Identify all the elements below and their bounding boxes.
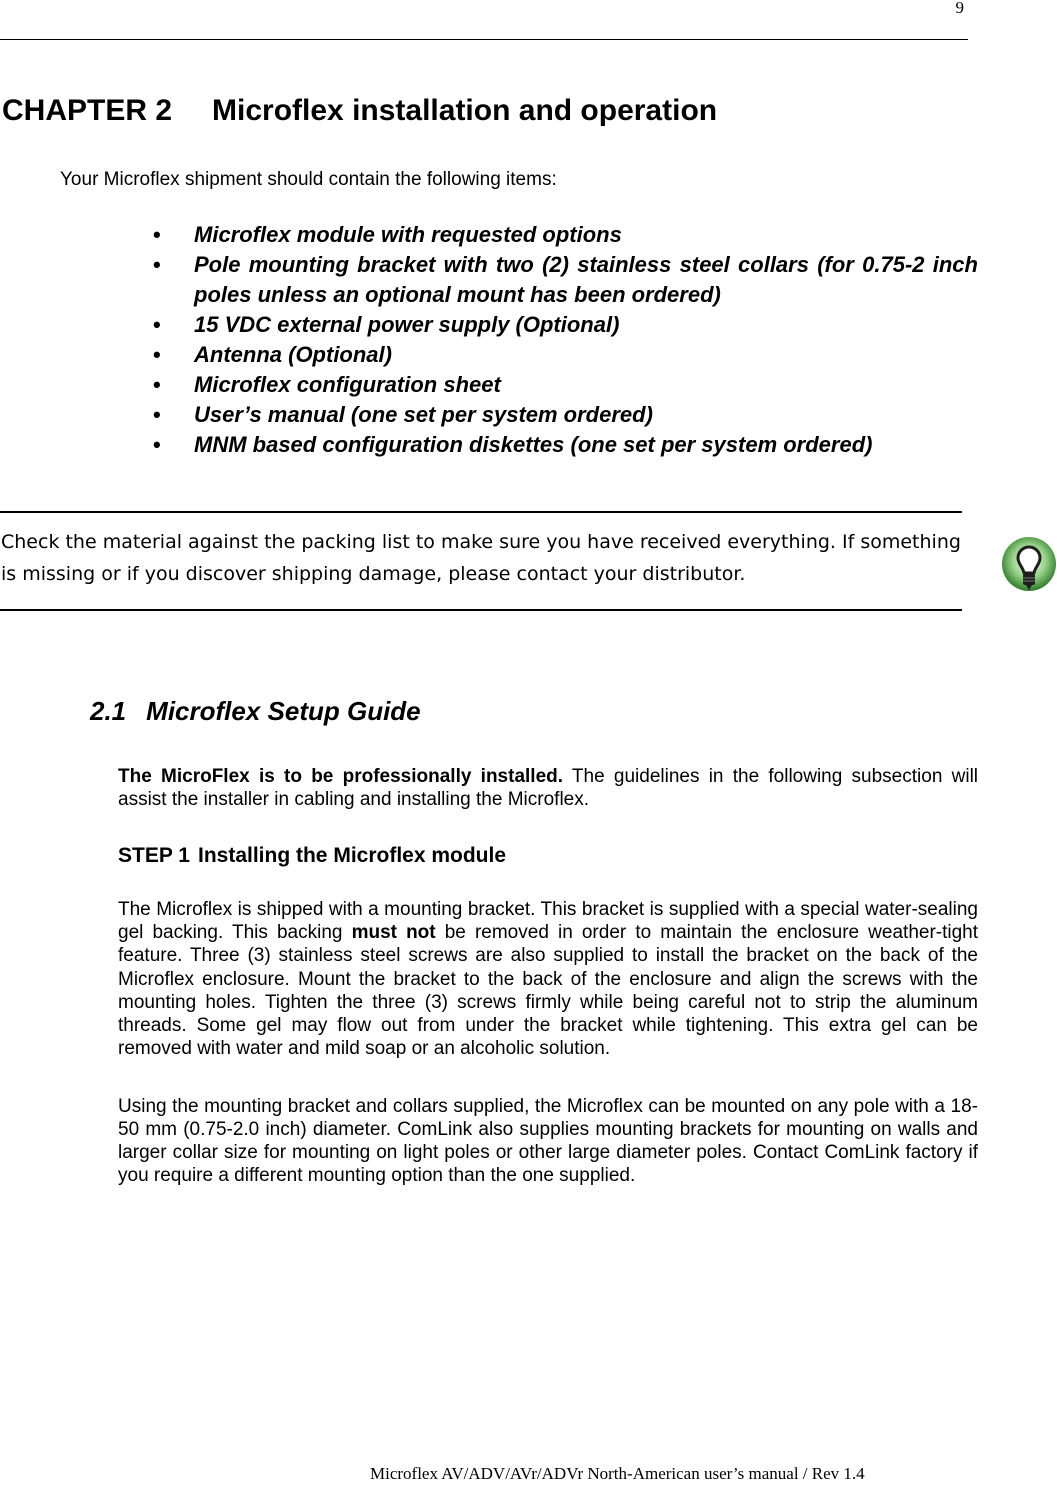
bullet-icon: • [153, 342, 161, 367]
step-paragraph [118, 898, 978, 1060]
note-bottom-rule [0, 609, 962, 611]
item-text: Microflex module with requested options [194, 222, 622, 247]
step-title-text: Installing the Microflex module [197, 844, 507, 867]
item-text: 15 VDC external power supply (Optional) [194, 312, 620, 337]
item-text: Microflex configuration sheet [194, 372, 501, 397]
list-item [150, 400, 978, 430]
setup-intro-rest: The guidelines in the following subsection will assist the installer in cabling and installing the Microflex. [118, 766, 979, 810]
bullet-icon: • [153, 402, 161, 427]
step-title [118, 844, 506, 868]
chapter-title [2, 94, 717, 128]
list-item [150, 310, 978, 340]
mounting-paragraph: Using the mounting bracket and collars supplied, the Microflex can be mounted on any pole with a 18-50 mm (0.75-2.0 inch) diameter. ComLink also supplies mounting brackets for mounting on walls and larger collar size for mounting on light poles or other large diameter poles. Contact ComLink factory if you require a different mounting option than the one supplied. [118, 1096, 978, 1186]
intro-text: Your Microflex shipment should contain the following items: [60, 169, 557, 190]
step-text-a: The Microflex is shipped with a mounting bracket. This bracket is supplied with a special water-sealing gel backing. This backing [118, 899, 978, 944]
bullet-icon: • [153, 252, 161, 277]
step-text-b: be removed in order to maintain the enclosure weather-tight feature. Three (3) stainless steel screws are also supplied to install the bracket on the back of the Microflex enclosure. Mount the bracket to the back of the enclosure and align the screws with the mounting holes. Tighten the three (3) screws firmly while being careful not to strip the aluminum threads. Some gel may flow out from under the bracket while tightening. This extra gel can be removed with water and mild soap or an alcoholic solution. [118, 922, 979, 1060]
note-top-rule [0, 511, 962, 513]
must-not-emphasis: must not [351, 922, 436, 944]
section-number: 2.1 [90, 696, 127, 726]
item-text: User’s manual (one set per system ordered) [194, 402, 653, 427]
chapter-title-text: Microflex installation and operation [212, 94, 718, 127]
item-text: MNM based configuration diskettes (one set per system ordered) [194, 432, 873, 457]
bullet-icon: • [153, 222, 161, 247]
step-number: STEP 1 [118, 844, 190, 867]
list-item [150, 430, 978, 460]
item-text: Pole mounting bracket with two (2) stainless steel collars (for 0.75-2 inch poles unless an optional mount has been ordered) [194, 252, 978, 307]
lightbulb-icon [1001, 534, 1057, 606]
page-number: 9 [955, 0, 964, 17]
chapter-number: CHAPTER 2 [2, 94, 173, 127]
list-item [150, 250, 978, 310]
list-item [150, 370, 978, 400]
footer-text: Microflex AV/ADV/AVr/ADVr North-American user’s manual / Rev 1.4 [370, 1464, 865, 1483]
setup-intro-paragraph [118, 765, 978, 811]
bullet-icon: • [153, 432, 161, 457]
professional-install-emphasis: The MicroFlex is to be professionally installed. [118, 766, 564, 787]
bullet-icon: • [153, 312, 161, 337]
bullet-icon: • [153, 372, 161, 397]
list-item [150, 340, 978, 370]
note-text: Check the material against the packing list to make sure you have received everything. If something is missing or if you discover shipping damage, please contact your distributor. [1, 531, 961, 585]
list-item [150, 220, 978, 250]
section-title-text: Microflex Setup Guide [146, 696, 421, 726]
section-title [90, 696, 421, 727]
header-rule [0, 39, 968, 40]
shipment-items-list [150, 220, 978, 460]
item-text: Antenna (Optional) [194, 342, 392, 367]
